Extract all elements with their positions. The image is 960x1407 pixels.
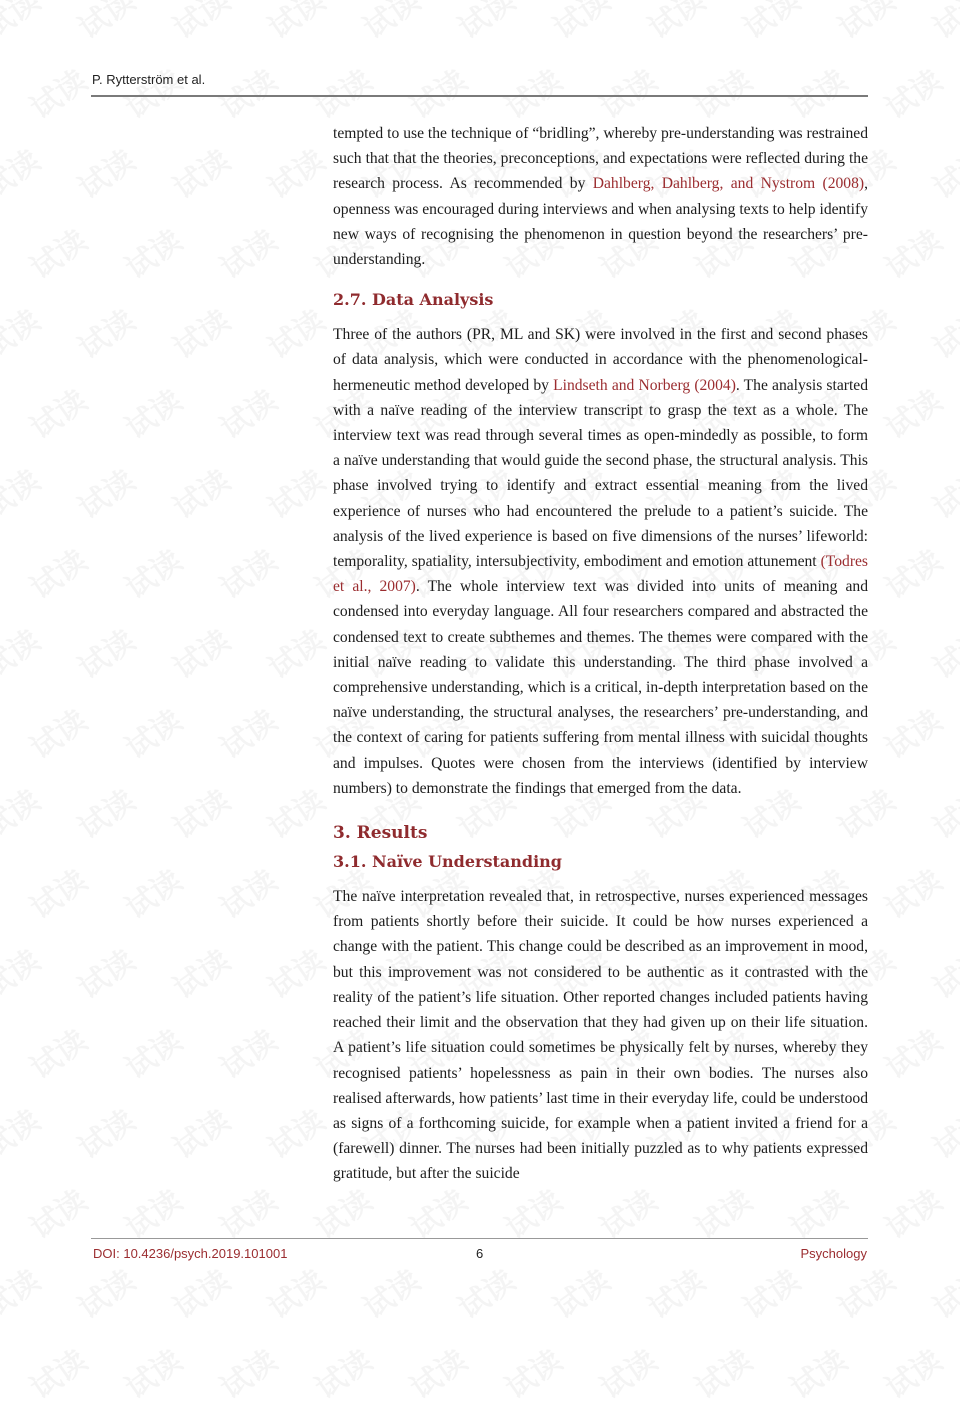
watermark-glyph — [210, 537, 284, 607]
watermark-glyph — [875, 217, 949, 287]
watermark-glyph — [20, 857, 94, 927]
watermark-glyph — [685, 1337, 759, 1407]
watermark-glyph — [20, 57, 94, 127]
watermark-glyph — [685, 1177, 759, 1247]
watermark-glyph — [875, 1337, 949, 1407]
header-rule — [91, 95, 868, 97]
watermark-glyph — [923, 1097, 960, 1167]
watermark-glyph — [210, 1177, 284, 1247]
intro-paragraph — [333, 121, 868, 272]
watermark-glyph — [210, 217, 284, 287]
watermark-glyph — [115, 537, 189, 607]
watermark-glyph — [115, 857, 189, 927]
watermark-glyph — [20, 1017, 94, 1087]
footer-doi-link[interactable]: DOI: 10.4236/psych.2019.101001 — [93, 1246, 288, 1261]
watermark-glyph — [163, 1097, 237, 1167]
watermark-glyph — [163, 1257, 237, 1327]
watermark-glyph — [0, 297, 47, 367]
watermark-glyph — [258, 297, 332, 367]
watermark-glyph — [0, 137, 47, 207]
watermark-glyph — [590, 1337, 664, 1407]
watermark-glyph — [0, 1257, 47, 1327]
watermark-glyph — [163, 937, 237, 1007]
watermark-glyph — [923, 617, 960, 687]
watermark-glyph — [0, 457, 47, 527]
intro-text-post: , openness was encouraged during interviews and when analysing texts to help identify new ways of recognising the phenomenon in question beyond the researchers’ pre-understanding. — [333, 175, 868, 269]
watermark-glyph — [0, 937, 47, 1007]
footer-rule — [91, 1238, 868, 1239]
watermark-glyph — [0, 617, 47, 687]
watermark-glyph — [210, 57, 284, 127]
watermark-glyph — [0, 777, 47, 847]
watermark-glyph — [20, 377, 94, 447]
watermark-glyph — [733, 1257, 807, 1327]
watermark-glyph — [495, 57, 569, 127]
watermark-glyph — [448, 1257, 522, 1327]
footer-page-number: 6 — [476, 1246, 484, 1261]
watermark-glyph — [543, 1257, 617, 1327]
watermark-glyph — [68, 617, 142, 687]
watermark-glyph — [353, 1257, 427, 1327]
watermark-glyph — [305, 1337, 379, 1407]
watermark-glyph — [400, 1337, 474, 1407]
watermark-glyph — [923, 1257, 960, 1327]
watermark-glyph — [875, 57, 949, 127]
watermark-glyph — [258, 937, 332, 1007]
watermark-glyph — [210, 697, 284, 767]
watermark-glyph — [828, 1257, 902, 1327]
watermark-glyph — [68, 0, 142, 47]
watermark-glyph — [875, 1177, 949, 1247]
watermark-glyph — [258, 137, 332, 207]
footer-journal-name[interactable]: Psychology — [800, 1246, 867, 1261]
heading-results: 3. Results — [333, 823, 428, 844]
watermark-glyph — [163, 457, 237, 527]
watermark-glyph — [210, 377, 284, 447]
watermark-glyph — [0, 1097, 47, 1167]
watermark-glyph — [638, 1257, 712, 1327]
watermark-glyph — [68, 777, 142, 847]
watermark-glyph — [590, 1177, 664, 1247]
watermark-glyph — [780, 1337, 854, 1407]
intro-text-pre: tempted to use the technique of “bridling”, whereby pre-understanding was restrained such that that the theories, preconceptions, and expectations were reflected during the research process. As recommended by — [333, 125, 868, 193]
watermark-glyph — [923, 937, 960, 1007]
watermark-glyph — [68, 457, 142, 527]
data-analysis-paragraph — [333, 322, 868, 801]
watermark-glyph — [923, 457, 960, 527]
running-header: P. Rytterström et al. — [92, 72, 206, 87]
watermark-glyph — [258, 617, 332, 687]
watermark-glyph — [305, 1177, 379, 1247]
watermark-glyph — [20, 537, 94, 607]
watermark-glyph — [923, 297, 960, 367]
watermark-glyph — [68, 1097, 142, 1167]
page-content — [333, 121, 868, 1187]
watermark-glyph — [923, 777, 960, 847]
watermark-glyph — [685, 57, 759, 127]
watermark-glyph — [733, 0, 807, 47]
watermark-glyph — [923, 0, 960, 47]
data-analysis-text-3: . The whole interview text was divided into units of meaning and condensed into everyday language. All four researchers compared and abstracted the condensed text to create subthemes and themes. The themes were compared with the initial naïve reading to validate this understanding. The third phase involved a comprehensive understanding, which is a critical, in-depth interpretation based on the naïve understanding, the structural analyses, the researchers’ pre-understanding, and the context of caring for patients suffering from mental illness with suicidal thoughts and impulses. Quotes were chosen from the interviews (identified by interview numbers) to demonstrate the findings that emerged from the data. — [333, 578, 869, 797]
watermark-glyph — [638, 0, 712, 47]
watermark-glyph — [305, 57, 379, 127]
watermark-glyph — [20, 217, 94, 287]
watermark-glyph — [115, 57, 189, 127]
watermark-glyph — [400, 57, 474, 127]
watermark-glyph — [115, 1337, 189, 1407]
watermark-glyph — [780, 1177, 854, 1247]
watermark-glyph — [0, 0, 47, 47]
watermark-glyph — [448, 0, 522, 47]
watermark-glyph — [115, 1177, 189, 1247]
watermark-glyph — [828, 0, 902, 47]
watermark-glyph — [68, 137, 142, 207]
watermark-glyph — [875, 377, 949, 447]
watermark-glyph — [68, 297, 142, 367]
watermark-glyph — [20, 1177, 94, 1247]
watermark-glyph — [258, 0, 332, 47]
watermark-glyph — [20, 697, 94, 767]
heading-naive-understanding: 3.1. Naïve Understanding — [333, 852, 562, 872]
watermark-glyph — [543, 0, 617, 47]
watermark-glyph — [780, 57, 854, 127]
citation-todres-2007[interactable]: (Todres et al., 2007) — [333, 553, 868, 596]
watermark-glyph — [590, 57, 664, 127]
watermark-glyph — [258, 457, 332, 527]
watermark-glyph — [115, 377, 189, 447]
citation-lindseth-2004[interactable]: Lindseth and Norberg (2004) — [553, 376, 736, 394]
watermark-glyph — [353, 0, 427, 47]
watermark-glyph — [875, 1017, 949, 1087]
watermark-glyph — [68, 1257, 142, 1327]
watermark-glyph — [258, 777, 332, 847]
data-analysis-text-2: . The analysis started with a naïve reading of the interview transcript to grasp the text as a whole. The interview text was read through several times as open-mindedly as possible, to form a naïve understanding that would guide the second phase, the structural analysis. This phase involved trying to identify and extract essential meaning from the lived experience of nurses who had encountered the prelude to a patient’s suicide. The analysis of the lived experience is based on five dimensions of the nurses’ lifeworld: temporality, spatiality, intersubjectivity, embodiment and emotion attunement — [333, 376, 868, 571]
watermark-glyph — [875, 857, 949, 927]
naive-understanding-paragraph: The naïve interpretation revealed that, in retrospective, nurses experienced messages from patients shortly before their suicide. It could be how nurses experienced a change with the patient. This change could be described as an improvement in mood, but this improvement was not considered to be authentic as it contrasted with the reality of the patient’s life situation. Other reported changes included patients having reached their limit and the observation that they had given up on their life situation. A patient’s life situation could sometimes be physically felt by nurses, whereby they recognised patients’ hopelessness as pain in their own bodies. The nurses also realised afterwards, how patients’ last time in their everyday life, could be understood as signs of a forthcoming suicide, for example when a patient invited a friend for a (farewell) dinner. The nurses had been initially puzzled as to why patients expressed gratitude, but after the suicide — [333, 888, 868, 1183]
watermark-glyph — [258, 1257, 332, 1327]
watermark-glyph — [163, 777, 237, 847]
watermark-glyph — [495, 1337, 569, 1407]
watermark-glyph — [115, 1017, 189, 1087]
watermark-glyph — [210, 857, 284, 927]
watermark-glyph — [210, 1017, 284, 1087]
watermark-glyph — [20, 1337, 94, 1407]
watermark-glyph — [163, 617, 237, 687]
watermark-glyph — [68, 937, 142, 1007]
watermark-glyph — [163, 137, 237, 207]
watermark-glyph — [163, 297, 237, 367]
watermark-glyph — [258, 1097, 332, 1167]
watermark-glyph — [115, 697, 189, 767]
watermark-glyph — [210, 1337, 284, 1407]
watermark-glyph — [495, 1177, 569, 1247]
data-analysis-text-1: Three of the authors (PR, ML and SK) were involved in the first and second phases of data analysis, which were conducted in accordance with the phenomenological-hermeneutic method developed by — [333, 326, 868, 394]
watermark-glyph — [115, 217, 189, 287]
watermark-glyph — [163, 0, 237, 47]
watermark-glyph — [875, 697, 949, 767]
watermark-glyph — [875, 537, 949, 607]
citation-dahlberg-2008[interactable]: Dahlberg, Dahlberg, and Nystrom (2008) — [592, 175, 865, 193]
watermark-glyph — [923, 137, 960, 207]
heading-data-analysis: 2.7. Data Analysis — [333, 290, 494, 310]
watermark-glyph — [400, 1177, 474, 1247]
